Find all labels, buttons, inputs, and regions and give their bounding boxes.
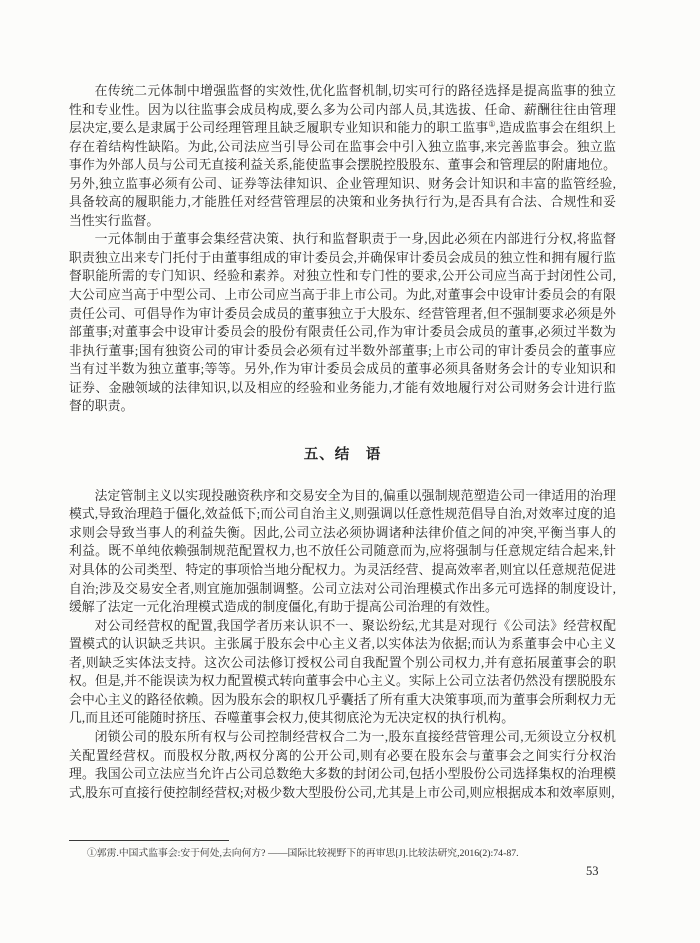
- footnote-area: [69, 840, 616, 861]
- footnote-marker: ①: [87, 848, 97, 859]
- footnote-ref-marker: ①: [488, 119, 496, 129]
- page-number: 53: [586, 864, 599, 878]
- paragraph-3: 法定管制主义以实现投融资秩序和交易安全为目的,偏重以强制规范塑造公司一律适用的治理模式,导致治理趋于僵化,效益低下;而公司自治主义,则强调以任意性规范倡导自治,对效率过度的追求则会导致当事人的利益失衡。因此,公司立法必须协调诸种法律价值之间的冲突,平衡当事人的利益。既不单纯依赖强制规范配置权力,也不放任公司随意而为,应将强制与任意规定结合起来,针对具体的公司类型、特定的事项恰当地分配权力。为灵活经营、提高效率者,则宜以任意规范促进自治;涉及交易安全者,则宜施加强制调整。公司立法对公司治理模式作出多元可选择的制度设计,缓解了法定一元化治理模式造成的制度僵化,有助于提高公司治理的有效性。: [69, 488, 616, 615]
- paragraph-2: 一元体制由于董事会集经营决策、执行和监督职责于一身,因此必须在内部进行分权,将监督职责独立出来专门托付于由董事组成的审计委员会,并确保审计委员会成员的独立性和拥有履行监督职能所需的专门知识、经验和素养。对独立性和专门性的要求,公开公司应当高于封闭性公司,大公司应当高于中型公司、上市公司应当高于非上市公司。为此,对董事会中设审计委员会的有限责任公司、可倡导作为审计委员会成员的董事独立于大股东、经营管理者,但不强制要求必须是外部董事;对董事会中设审计委员会的股份有限责任公司,作为审计委员会成员的董事,必须过半数为非执行董事;国有独资公司的审计委员会必须有过半数外部董事;上市公司的审计委员会的董事应当有过半数为独立董事;等等。另外,作为审计委员会成员的董事必须具备财务会计的专业知识和证券、金融领域的法律知识,以及相应的经验和业务能力,才能有效地履行对公司财务会计进行监督的职责。: [69, 232, 616, 414]
- paragraph-1-text-before-note: 在传统二元体制中增强监督的实效性,优化监督机制,切实可行的路径选择是提高监事的独立性和专业性。因为以往监事会成员构成,要么多为公司内部人员,其选拔、任命、薪酬往往由管理层决定,要么是隶属于公司经理管理且缺乏履职专业知识和能力的职工监事: [69, 84, 616, 136]
- paragraph-1-text-after-note: ,造成监事会在组织上存在着结构性缺陷。为此,公司法应当引导公司在监事会中引入独立监事,来完善监事会。独立监事作为外部人员与公司无直接利益关系,能使监事会摆脱控股股东、董事会和管理层的附庸地位。另外,独立监事必须有公司、证券等法律知识、企业管理知识、财务会计知识和丰富的监管经验,具备较高的履职能力,才能胜任对经营管理层的决策和业务执行行为,是否具有合法、合规性和妥当性实行监督。: [69, 121, 616, 228]
- article-body: [69, 82, 616, 802]
- section-heading: 五、结 语: [303, 446, 382, 463]
- paragraph-5: 闭锁公司的股东所有权与公司控制经营权合二为一,股东直接经营管理公司,无须设立分权机关配置经营权。而股权分散,两权分离的公开公司,则有必要在股东会与董事会之间实行分权治理。我国公司立法应当允许占公司总数绝大多数的封闭公司,包括小型股份公司选择集权的治理模式,股东可直接行使控制经营权;对极少数大型股份公司,尤其是上市公司,则应根据成本和效率原则,: [69, 729, 616, 800]
- paragraph-1: [69, 82, 616, 230]
- footnote-item: [69, 847, 616, 861]
- paragraph-4: 对公司经营权的配置,我国学者历来认识不一、聚讼纷纭,尤其是对现行《公司法》经营权配置模式的认识缺乏共识。主张属于股东会中心主义者,以实体法为依据;而认为系董事会中心主义者,则缺乏实体法支持。这次公司法修订授权公司自我配置个别公司权力,并有意拓展董事会的职权。但是,并不能误读为权力配置模式转向董事会中心主义。实际上公司立法者仍然没有摆脱股东会中心主义的路径依赖。因为股东会的职权几乎囊括了所有重大决策事项,而为董事会所剩权力无几,而且还可能随时挤压、吞噬董事会权力,使其彻底沦为无决定权的执行机构。: [69, 618, 616, 726]
- footnote-text: 郭雳.中国式监事会:安于何处,去向何方? ——国际比较视野下的再审思[J].比较法研究,2016(2):74-87.: [96, 848, 519, 859]
- footnote-separator-rule: [69, 840, 229, 841]
